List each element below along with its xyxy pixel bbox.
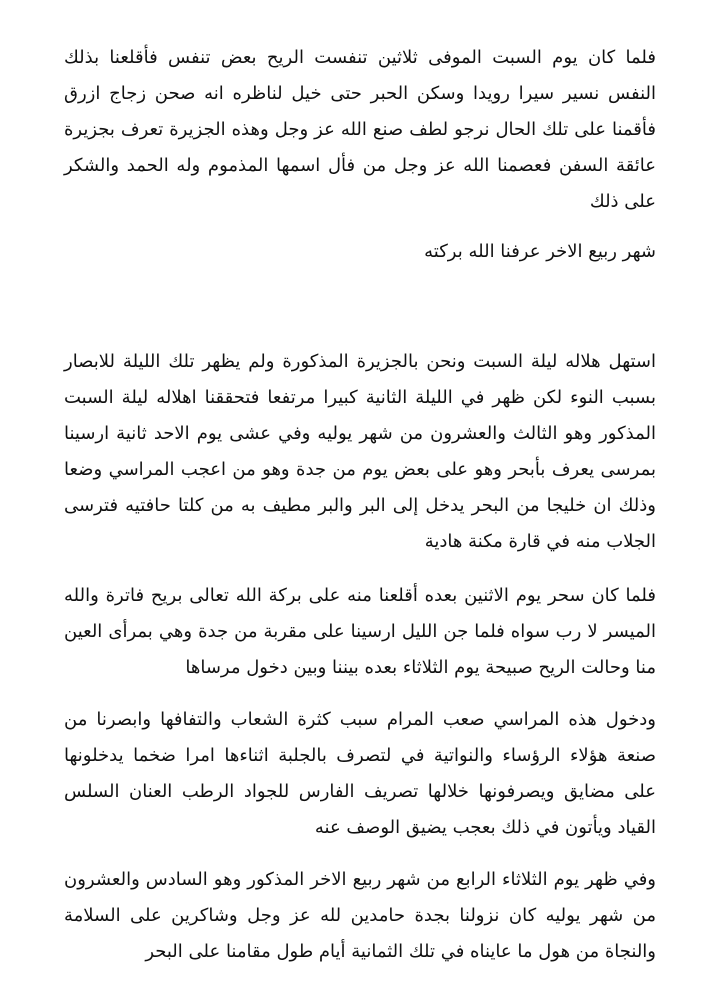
section-heading: شهر ربيع الاخر عرفنا الله بركته bbox=[424, 241, 656, 262]
paragraph: استهل هلاله ليلة السبت ونحن بالجزيرة المذكورة ولم يظهر تلك الليلة للابصار بسبب النوء لكن ظهر في الليلة الثانية كبيرا مرتفعا فتحققنا اهلاله ليلة السبت المذكور وهو الثالث والعشرون من شهر يوليه وفي عشى يوم الاحد ثانية ارسينا بمرسى يعرف بأبحر وهو على بعض يوم من جدة وهو من اعجب المراسي وضعا وذلك ان خليجا من البحر يدخل إلى البر والبر مطيف به من كلتا حافتيه فترسى الجلاب منه في قارة مكنة هادية bbox=[64, 351, 656, 552]
paragraph: وفي ظهر يوم الثلاثاء الرابع من شهر ربيع الاخر المذكور وهو السادس والعشرون من شهر يوليه كان نزولنا بجدة حامدين لله عز وجل وشاكرين على السلامة والنجاة من هول ما عايناه في تلك الثمانية أيام طول مقامنا على البحر bbox=[64, 869, 656, 962]
paragraph: فلما كان سحر يوم الاثنين بعده أقلعنا منه على بركة الله تعالى بريح فاترة والله الميسر لا رب سواه فلما جن الليل ارسينا على مقربة من جدة وهي بمرأى العين منا وحالت الريح صبيحة يوم الثلاثاء بعده بيننا وبين دخول مرساها bbox=[64, 585, 656, 678]
document-page bbox=[64, 40, 656, 970]
paragraph: فلما كان يوم السبت الموفى ثلاثين تنفست الريح بعض تنفس فأقلعنا بذلك النفس نسير سيرا رويدا وسكن الحبر حتى خيل لناظره انه صحن زجاج ازرق فأقمنا على تلك الحال نرجو لطف صنع الله عز وجل وهذه الجزيرة تعرف بجزيرة عائقة السفن فعصمنا الله عز وجل من فأل اسمها المذموم وله الحمد والشكر على ذلك bbox=[64, 47, 656, 212]
paragraph: ودخول هذه المراسي صعب المرام سبب كثرة الشعاب والتفافها وابصرنا من صنعة هؤلاء الرؤساء والنواتية في لتصرف بالجلبة اثناءها امرا ضخما يدخلونها على مضايق ويصرفونها خلالها تصريف الفارس للجواد الرطب العنان السلس القياد ويأتون في ذلك بعجب يضيق الوصف عنه bbox=[64, 709, 656, 838]
